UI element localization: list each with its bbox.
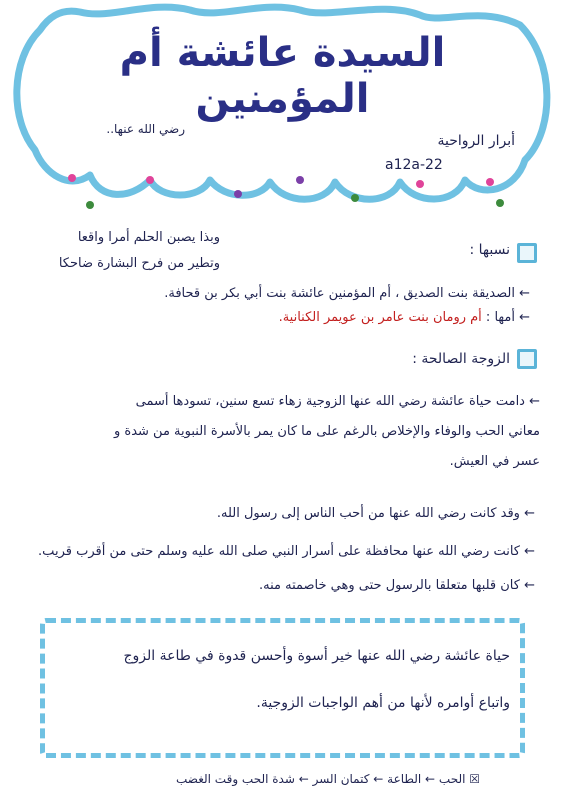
section-heading: نسبها :	[469, 242, 510, 258]
decor-dot-pink	[146, 176, 154, 184]
decor-dot-purple	[296, 176, 304, 184]
list-item	[20, 310, 530, 325]
list-item: ← وقد كانت رضي الله عنها من أحب الناس إلى رسول الله.	[216, 506, 535, 521]
list-item: ← الصديقة بنت الصديق ، أم المؤمنين عائشة بنت أبي بكر بن قحافة.	[164, 286, 530, 301]
date-text: a12a-22	[385, 157, 443, 173]
blessing-text: رضي الله عنها..	[106, 122, 185, 136]
decor-dot-green	[351, 194, 359, 202]
author-name: أبرار الرواحية	[437, 133, 515, 149]
decor-dot-pink	[486, 178, 494, 186]
footer-summary: ☒ الحب ← الطاعة ← كتمان السر ← شدة الحب وقت الغضب	[176, 772, 480, 786]
summary-box	[40, 618, 525, 758]
list-item: ← كان قلبها متعلقا بالرسول حتى وهي خاصمته منه.	[258, 578, 535, 593]
section-checkbox-icon	[517, 349, 537, 369]
summary-line: واتباع أوامره لأنها من أهم الواجبات الزوجية.	[256, 695, 510, 711]
decor-dot-green	[86, 201, 94, 209]
section-heading: الزوجة الصالحة :	[412, 351, 510, 367]
summary-line: حياة عائشة رضي الله عنها خير أسوة وأحسن قدوة في طاعة الزوج	[123, 648, 510, 664]
paragraph-line: معاني الحب والوفاء والإخلاص بالرغم على ما كان يمر بالأسرة النبوية من شدة و	[113, 424, 540, 439]
list-item: ← كانت رضي الله عنها محافظة على أسرار النبي صلى الله عليه وسلم حتى من أقرب قريب.	[38, 544, 535, 559]
decor-dot-purple	[234, 190, 242, 198]
paragraph-line: عسر في العيش.	[449, 454, 540, 469]
poem-line: وتطير من فرح البشارة ضاحكا	[58, 256, 220, 271]
list-item-label: ← أمها :	[481, 310, 530, 325]
decor-dot-pink	[68, 174, 76, 182]
decor-dot-pink	[416, 180, 424, 188]
paragraph-line: ← دامت حياة عائشة رضي الله عنها الزوجية زهاء تسع سنين، تسودها أسمى	[135, 394, 540, 409]
decor-dot-green	[496, 199, 504, 207]
poem-line: وبذا يصبن الحلم أمرا واقعا	[77, 230, 220, 245]
section-checkbox-icon	[517, 243, 537, 263]
mother-name: أم رومان بنت عامر بن عويمر الكنانية.	[278, 310, 482, 325]
page-title: السيدة عائشة أم المؤمنين	[119, 30, 446, 122]
